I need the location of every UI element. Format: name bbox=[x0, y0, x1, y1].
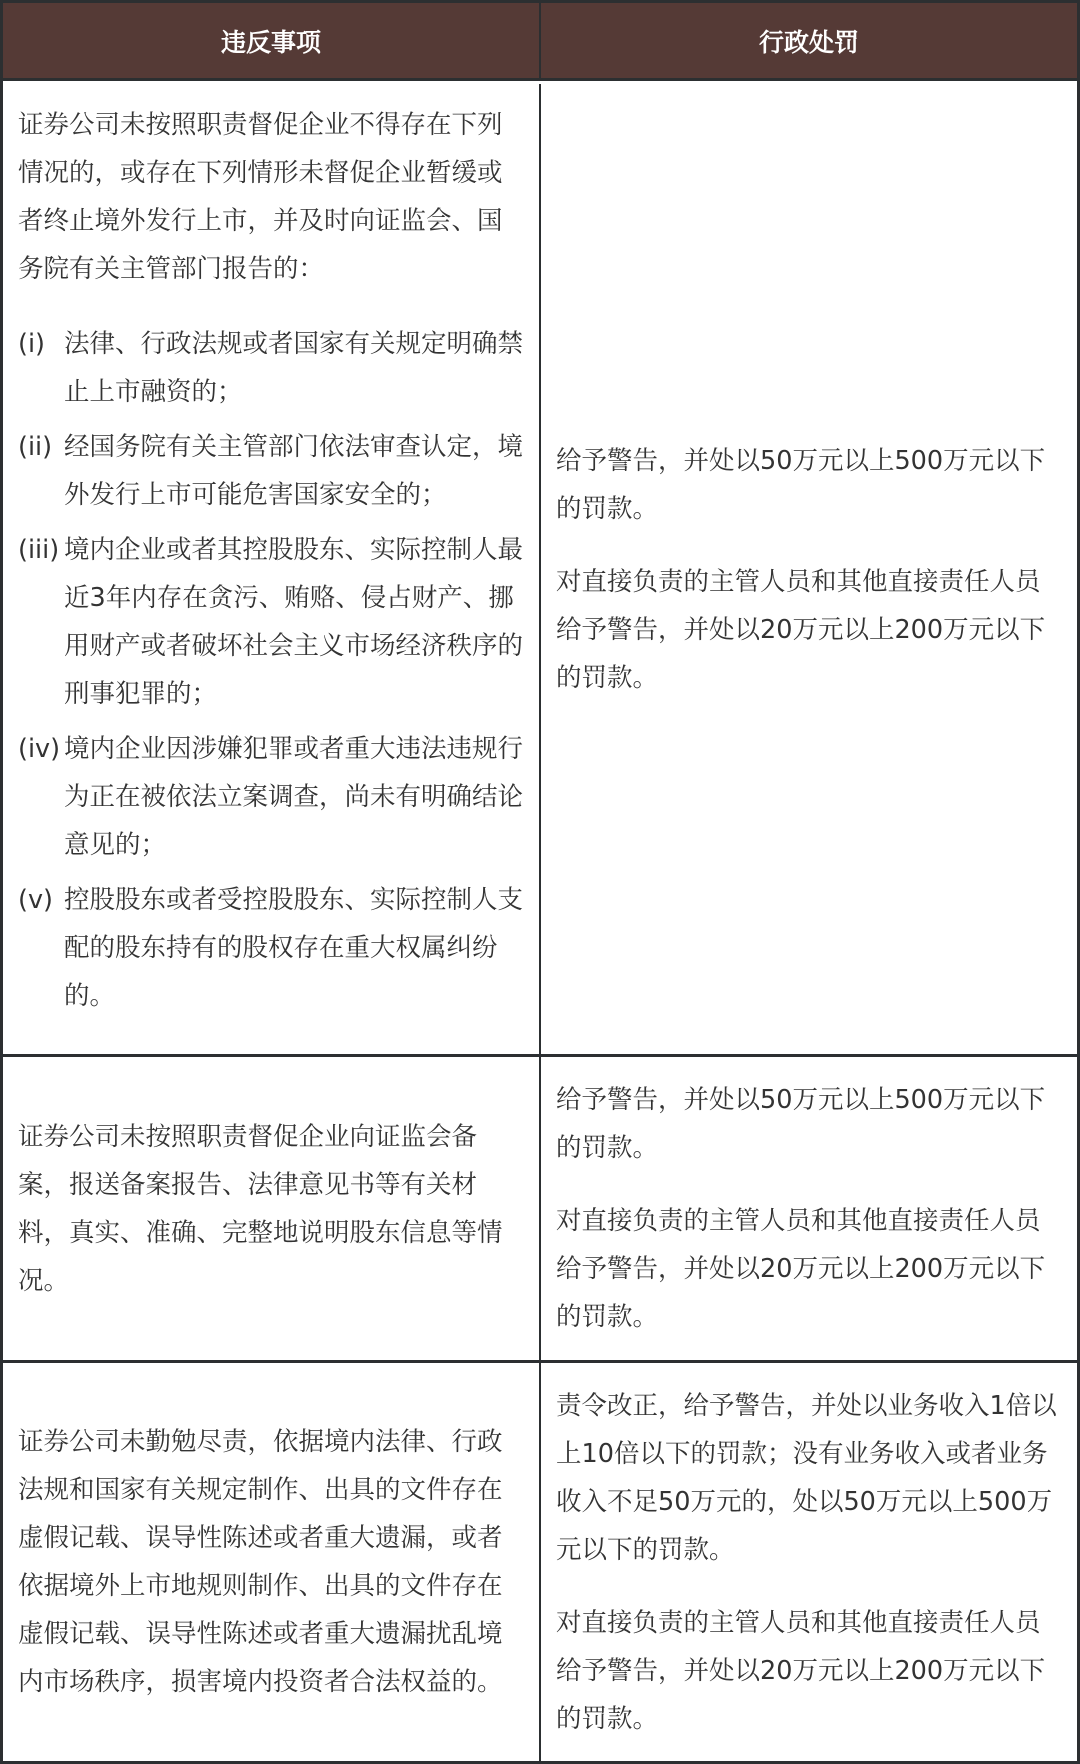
violation-intro: 证券公司未按照职责督促企业向证监会备案，报送备案报告、法律意见书等有关材料，真实、准确、完整地说明股东信息等情况。 bbox=[18, 1121, 503, 1296]
penalty-company: 给予警告，并处以50万元以上500万元以下的罚款。 bbox=[556, 1085, 1046, 1163]
violation-cell bbox=[3, 1057, 541, 1360]
violation-intro: 证券公司未按照职责督促企业不得存在下列情况的，或存在下列情形未督促企业暂缓或者终止境外发行上市，并及时向证监会、国务院有关主管部门报告的： bbox=[18, 110, 503, 284]
list-item-text: 法律、行政法规或者国家有关规定明确禁止上市融资的； bbox=[64, 329, 524, 407]
list-item bbox=[18, 423, 527, 519]
penalty-individuals: 对直接负责的主管人员和其他直接责任人员给予警告，并处以20万元以上200万元以下的罚款。 bbox=[556, 1607, 1046, 1734]
penalty-company: 责令改正，给予警告，并处以业务收入1倍以上10倍以下的罚款；没有业务收入或者业务收入不足50万元的，处以50万元以上500万元以下的罚款。 bbox=[556, 1390, 1057, 1565]
list-item-label: (iii) bbox=[18, 535, 60, 565]
list-item-text: 控股股东或者受控股股东、实际控制人支配的股东持有的股权存在重大权属纠纷的。 bbox=[64, 885, 524, 1011]
header-violation bbox=[3, 3, 541, 78]
penalty-cell bbox=[541, 84, 1077, 1054]
table-row bbox=[3, 84, 1077, 1057]
header-penalty-label: 行政处罚 bbox=[758, 27, 859, 57]
list-item bbox=[18, 526, 527, 718]
table-row bbox=[3, 1363, 1077, 1761]
violation-list bbox=[18, 320, 527, 1027]
list-item-text: 经国务院有关主管部门依法审查认定，境外发行上市可能危害国家安全的； bbox=[64, 432, 524, 510]
penalty-cell bbox=[541, 1057, 1077, 1360]
list-item bbox=[18, 876, 527, 1020]
list-item-label: (i) bbox=[18, 329, 45, 359]
violation-cell bbox=[3, 1363, 541, 1761]
list-item-text: 境内企业因涉嫌犯罪或者重大违法违规行为正在被依法立案调查，尚未有明确结论意见的； bbox=[64, 734, 524, 860]
table-header bbox=[3, 3, 1077, 81]
violation-intro: 证券公司未勤勉尽责，依据境内法律、行政法规和国家有关规定制作、出具的文件存在虚假记载、误导性陈述或者重大遗漏，或者依据境外上市地规则制作、出具的文件存在虚假记载、误导性陈述或者重大遗漏扰乱境内市场秩序，损害境内投资者合法权益的。 bbox=[18, 1427, 503, 1697]
penalty-individuals: 对直接负责的主管人员和其他直接责任人员给予警告，并处以20万元以上200万元以下的罚款。 bbox=[556, 566, 1046, 693]
penalty-company: 给予警告，并处以50万元以上500万元以下的罚款。 bbox=[556, 445, 1046, 524]
list-item bbox=[18, 320, 527, 416]
header-penalty bbox=[541, 3, 1077, 78]
penalty-individuals: 对直接负责的主管人员和其他直接责任人员给予警告，并处以20万元以上200万元以下的罚款。 bbox=[556, 1206, 1046, 1332]
list-item-label: (ii) bbox=[18, 432, 53, 462]
penalty-cell bbox=[541, 1363, 1077, 1761]
list-item-label: (v) bbox=[18, 885, 53, 915]
list-item-text: 境内企业或者其控股股东、实际控制人最近3年内存在贪污、贿赂、侵占财产、挪用财产或者破坏社会主义市场经济秩序的刑事犯罪的； bbox=[64, 535, 524, 709]
list-item-label: (iv) bbox=[18, 734, 61, 764]
header-violation-label: 违反事项 bbox=[220, 27, 321, 57]
list-item bbox=[18, 725, 527, 869]
table-row bbox=[3, 1057, 1077, 1363]
violation-cell bbox=[3, 84, 541, 1054]
